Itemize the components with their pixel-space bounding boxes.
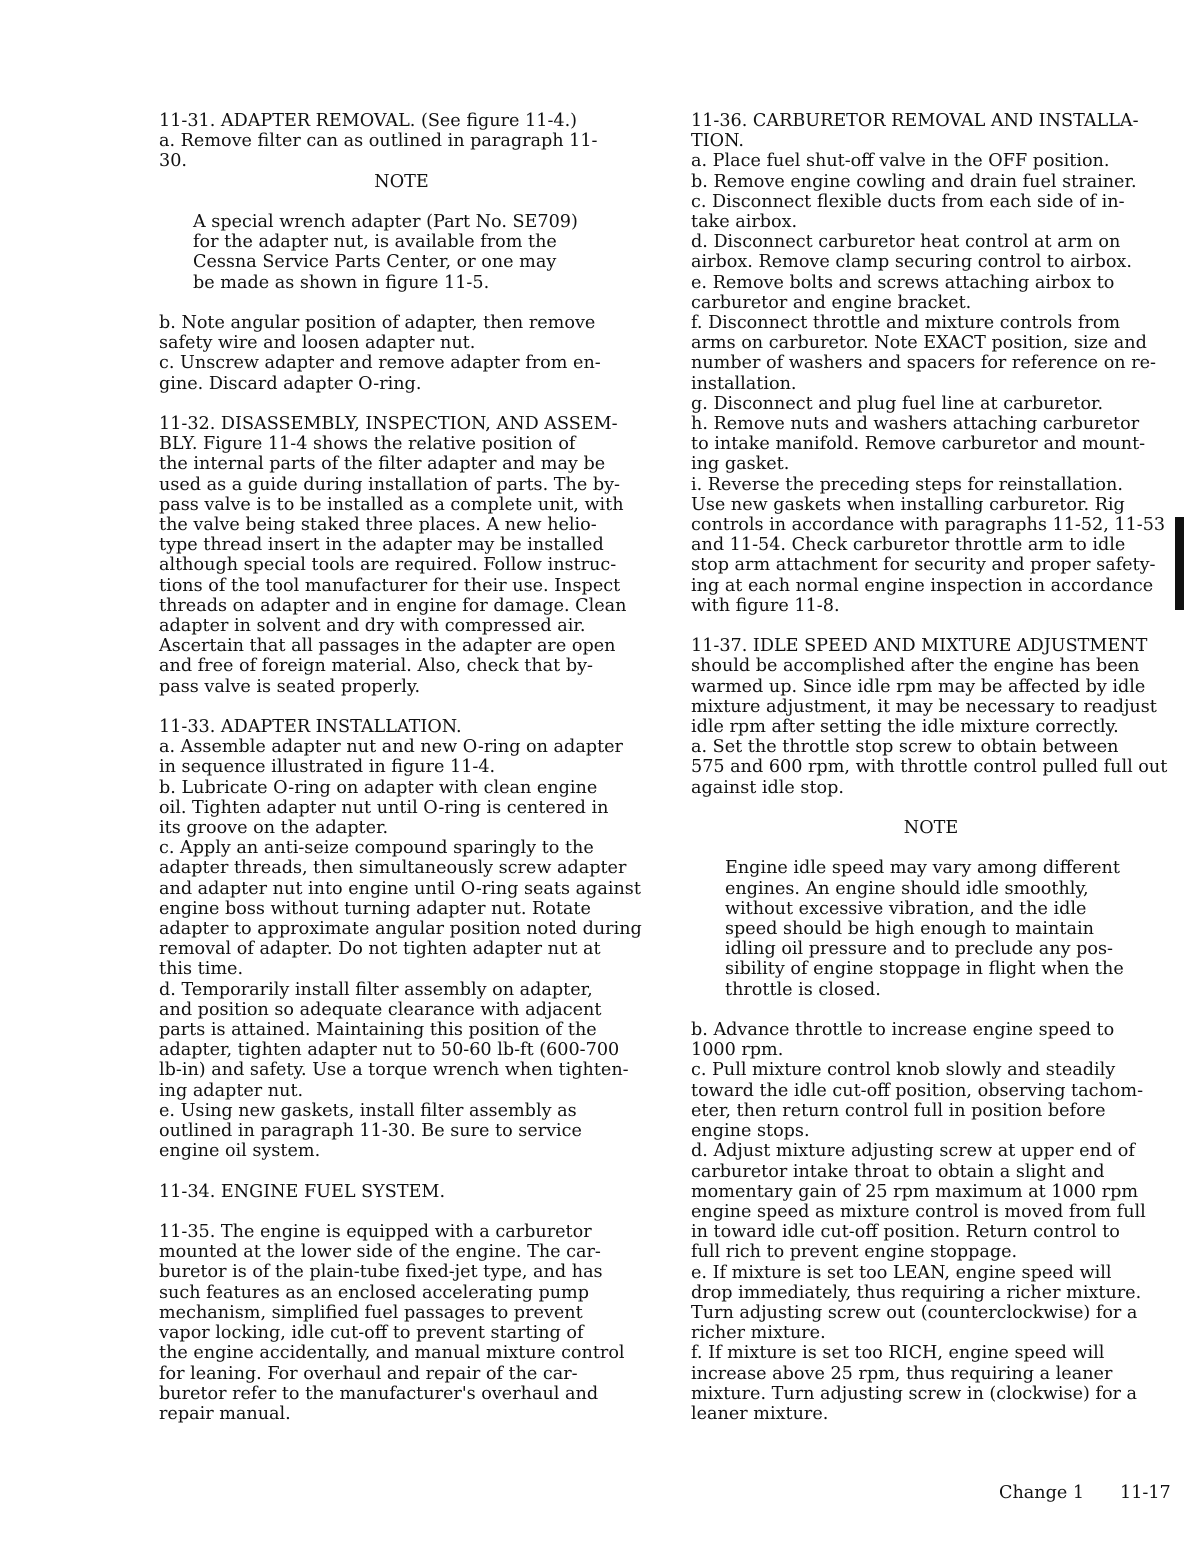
note-line: speed should be high enough to maintain [725, 919, 1094, 940]
text-line: c. Pull mixture control knob slowly and steadily [691, 1060, 1116, 1081]
text-line: e. If mixture is set too LEAN, engine speed will [691, 1262, 1112, 1283]
revision-bar [1175, 517, 1184, 610]
note-line: A special wrench adapter (Part No. SE709) [193, 212, 578, 232]
text-line: type thread insert in the adapter may be installed [159, 535, 604, 556]
text-line: mounted at the lower side of the engine. The car- [159, 1242, 601, 1263]
text-line: momentary gain of 25 rpm maximum at 1000 rpm [691, 1181, 1139, 1202]
text-line: i. Reverse the preceding steps for reinstallation. [691, 474, 1123, 495]
note-line: without excessive vibration, and the idle [725, 898, 1087, 919]
text-line: c. Unscrew adapter and remove adapter from en- [159, 353, 601, 374]
text-line: b. Lubricate O-ring on adapter with clean engine [159, 777, 598, 798]
text-line: the internal parts of the filter adapter and may be [159, 454, 606, 475]
text-line: installation. [691, 373, 797, 394]
text-line: ing at each normal engine inspection in accordance [691, 575, 1154, 596]
text-line: lb-in) and safety. Use a torque wrench when tighten- [159, 1060, 629, 1081]
text-line: leaner mixture. [691, 1403, 829, 1424]
note-line: engines. An engine should idle smoothly, [725, 878, 1089, 899]
text-line: 11-36. CARBURETOR REMOVAL AND INSTALLA- [691, 111, 1139, 131]
text-line: increase above 25 rpm, thus requiring a leaner [691, 1363, 1113, 1384]
text-line: although special tools are required. Follow instruc- [159, 555, 617, 576]
text-line: 11-35. The engine is equipped with a carburetor [159, 1222, 592, 1243]
text-line: outlined in paragraph 11-30. Be sure to service [159, 1121, 582, 1142]
text-line: b. Remove engine cowling and drain fuel strainer. [691, 171, 1137, 192]
text-line: removal of adapter. Do not tighten adapter nut at [159, 939, 601, 960]
text-line: with figure 11-8. [691, 595, 840, 616]
text-line: the engine accidentally, and manual mixture control [159, 1343, 625, 1364]
text-line: engine boss without turning adapter nut. Rotate [159, 898, 591, 919]
text-line: buretor refer to the manufacturer's overhaul and [159, 1383, 599, 1404]
text-line: controls in accordance with paragraphs 11-52, 11-53 [691, 515, 1166, 536]
text-line: d. Adjust mixture adjusting screw at upper end of [691, 1141, 1135, 1162]
blank-line [159, 1162, 644, 1182]
right-column [691, 111, 1171, 1424]
text-line: TION. [691, 131, 744, 152]
text-line: airbox. Remove clamp securing control to airbox. [691, 252, 1132, 273]
text-line: take airbox. [691, 212, 798, 233]
text-line: adapter threads, then simultaneously screw adapter [159, 858, 627, 879]
blank-line [691, 1000, 1171, 1020]
text-line: for leaning. For overhaul and repair of the car- [159, 1363, 578, 1384]
text-line: parts is attained. Maintaining this position of the [159, 1020, 597, 1041]
note-heading: NOTE [903, 818, 959, 839]
text-line: b. Advance throttle to increase engine speed to [691, 1020, 1115, 1041]
text-line: gine. Discard adapter O-ring. [159, 373, 422, 394]
text-line: Ascertain that all passages in the adapter are open [159, 636, 616, 657]
text-line: b. Note angular position of adapter, then remove [159, 313, 596, 333]
text-line: its groove on the adapter. [159, 818, 389, 839]
text-line: repair manual. [159, 1403, 291, 1424]
text-line: in toward idle cut-off position. Return control to [691, 1222, 1120, 1243]
text-line: in sequence illustrated in figure 11-4. [159, 757, 496, 778]
text-line: 1000 rpm. [691, 1040, 784, 1061]
text-line: f. If mixture is set too RICH, engine speed will [691, 1343, 1105, 1364]
note-line: for the adapter nut, is available from the [193, 232, 557, 253]
text-line: pass valve is to be installed as a complete unit, with [159, 494, 624, 515]
text-line: 11-37. IDLE SPEED AND MIXTURE ADJUSTMENT [691, 636, 1148, 657]
text-line: buretor is of the plain-tube fixed-jet type, and has [159, 1262, 603, 1283]
text-line: ing gasket. [691, 454, 790, 475]
text-line: 11-32. DISASSEMBLY, INSPECTION, AND ASSEM- [159, 414, 618, 434]
text-line: used as a guide during installation of parts. The by- [159, 474, 620, 495]
text-line: d. Temporarily install filter assembly on adapter, [159, 979, 593, 1000]
text-line: and 11-54. Check carburetor throttle arm to idle [691, 535, 1126, 556]
text-line: h. Remove nuts and washers attaching carburetor [691, 414, 1140, 435]
text-line: d. Disconnect carburetor heat control at arm on [691, 232, 1121, 253]
text-line: carburetor and engine bracket. [691, 292, 972, 313]
text-line: safety wire and loosen adapter nut. [159, 333, 476, 354]
blank-line [159, 697, 644, 717]
page-number: 11-17 [1120, 1483, 1171, 1503]
text-line: a. Assemble adapter nut and new O-ring on adapter [159, 737, 623, 758]
text-line: idle rpm after setting the idle mixture correctly. [691, 717, 1119, 738]
note-heading: NOTE [374, 171, 429, 192]
text-line: mixture adjustment, it may be necessary to readjust [691, 696, 1157, 717]
text-line: this time. [159, 959, 244, 980]
text-line: ing adapter nut. [159, 1080, 304, 1101]
text-line: adapter to approximate angular position noted during [159, 919, 642, 940]
text-line: a. Set the throttle stop screw to obtain between [691, 737, 1119, 758]
note-line: idling oil pressure and to preclude any pos- [725, 939, 1113, 960]
text-line: e. Remove bolts and screws attaching airbox to [691, 272, 1115, 293]
text-line: stop arm attachment for security and proper safety- [691, 555, 1156, 576]
text-line: and free of foreign material. Also, check that by- [159, 656, 593, 677]
blank-line [691, 616, 1171, 636]
text-line: should be accomplished after the engine has been [691, 656, 1140, 677]
text-line: 575 and 600 rpm, with throttle control pulled full out [691, 757, 1168, 778]
text-line: warmed up. Since idle rpm may be affected by idle [691, 676, 1146, 697]
text-line: against idle stop. [691, 777, 844, 798]
text-line: 30. [159, 151, 187, 172]
note-line: be made as shown in figure 11-5. [193, 272, 490, 293]
text-line: richer mixture. [691, 1323, 826, 1344]
text-line: c. Apply an anti-seize compound sparingly to the [159, 838, 594, 859]
text-line: such features as an enclosed accelerating pump [159, 1282, 589, 1303]
blank-line [159, 192, 644, 212]
left-column [159, 111, 644, 1424]
text-line: a. Place fuel shut-off valve in the OFF position. [691, 151, 1110, 172]
blank-line [691, 798, 1171, 818]
text-line: number of washers and spacers for reference on re- [691, 353, 1156, 374]
text-line: toward the idle cut-off position, observing tachom- [691, 1080, 1144, 1101]
text-line: arms on carburetor. Note EXACT position, size and [691, 333, 1147, 354]
note-line: sibility of engine stoppage in flight when the [725, 959, 1124, 980]
text-line: engine stops. [691, 1121, 810, 1142]
text-line: and position so adequate clearance with adjacent [159, 999, 602, 1020]
note-line: Engine idle speed may vary among different [725, 858, 1120, 879]
blank-line [159, 293, 644, 313]
text-line: full rich to prevent engine stoppage. [691, 1242, 1018, 1263]
text-line: oil. Tighten adapter nut until O-ring is centered in [159, 797, 609, 818]
text-line: carburetor intake throat to obtain a slight and [691, 1161, 1105, 1182]
text-line: f. Disconnect throttle and mixture controls from [691, 313, 1121, 334]
text-line: mixture. Turn adjusting screw in (clockwise) for a [691, 1383, 1138, 1404]
blank-line [159, 1202, 644, 1222]
text-line: to intake manifold. Remove carburetor and mount- [691, 434, 1146, 455]
text-line: engine oil system. [159, 1141, 321, 1162]
text-line: a. Remove filter can as outlined in paragraph 11- [159, 131, 598, 152]
blank-line [691, 838, 1171, 858]
text-line: Use new gaskets when installing carburetor. Rig [691, 494, 1125, 515]
text-line: adapter in solvent and dry with compressed air. [159, 616, 586, 637]
text-line: BLY. Figure 11-4 shows the relative position of [159, 434, 576, 455]
text-line: pass valve is seated properly. [159, 676, 421, 697]
text-line: c. Disconnect flexible ducts from each side of in- [691, 191, 1125, 212]
text-line: and adapter nut into engine until O-ring seats against [159, 878, 641, 899]
text-line: 11-31. ADAPTER REMOVAL. (See figure 11-4.) [159, 111, 578, 131]
text-line: threads on adapter and in engine for damage. Clean [159, 595, 627, 616]
text-line: mechanism, simplified fuel passages to prevent [159, 1302, 583, 1323]
text-line: Turn adjusting screw out (counterclockwise) for a [691, 1302, 1138, 1323]
change-label: Change 1 [999, 1483, 1085, 1503]
text-line: the valve being staked three places. A new helio- [159, 515, 597, 536]
note-line: throttle is closed. [725, 979, 881, 1000]
note-line: Cessna Service Parts Center, or one may [193, 252, 557, 273]
text-line: engine speed as mixture control is moved from full [691, 1201, 1146, 1222]
text-line: g. Disconnect and plug fuel line at carburetor. [691, 393, 1104, 414]
text-line: e. Using new gaskets, install filter assembly as [159, 1100, 577, 1121]
text-line: adapter, tighten adapter nut to 50-60 lb-ft (600-700 [159, 1040, 620, 1061]
text-line: 11-34. ENGINE FUEL SYSTEM. [159, 1181, 446, 1202]
blank-line [159, 394, 644, 414]
text-line: vapor locking, idle cut-off to prevent starting of [159, 1323, 584, 1344]
text-line: 11-33. ADAPTER INSTALLATION. [159, 717, 462, 738]
text-line: eter, then return control full in position before [691, 1100, 1106, 1121]
text-line: drop immediately, thus requiring a richer mixture. [691, 1282, 1142, 1303]
text-line: tions of the tool manufacturer for their use. Inspect [159, 575, 621, 596]
